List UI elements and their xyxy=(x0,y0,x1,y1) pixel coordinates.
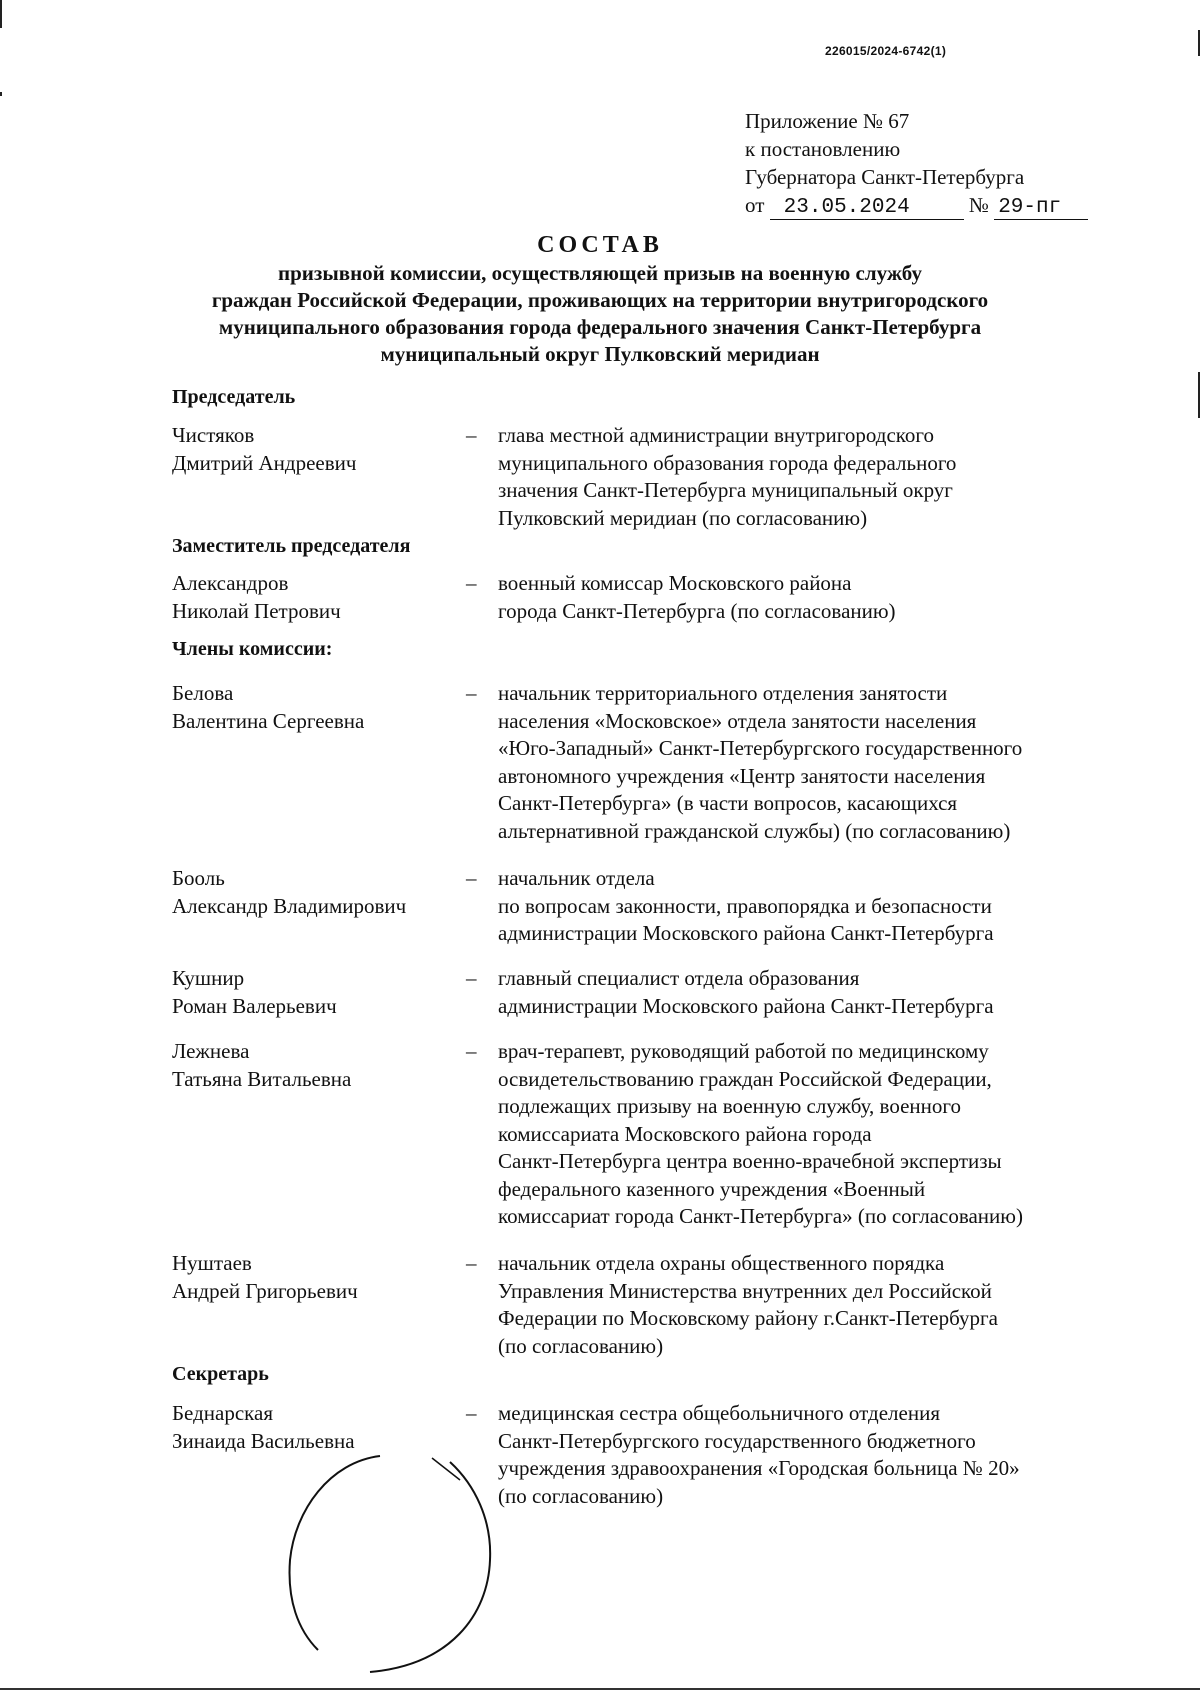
position-line: начальник территориального отделения занятости xyxy=(498,681,948,705)
document-subtitle xyxy=(100,260,1100,368)
given-names: Дмитрий Андреевич xyxy=(172,450,357,475)
given-names: Зинаида Васильевна xyxy=(172,1428,355,1453)
surname: Беднарская xyxy=(172,1401,274,1425)
member-position xyxy=(498,965,1138,1020)
number-sign: № xyxy=(968,193,989,217)
given-names: Николай Петрович xyxy=(172,598,341,623)
position-line: врач-терапевт, руководящий работой по медицинскому xyxy=(498,1039,989,1063)
position-line: начальник отдела охраны общественного порядка xyxy=(498,1251,945,1275)
position-line: администрации Московского района Санкт-Петербурга xyxy=(498,993,994,1018)
given-names: Александр Владимирович xyxy=(172,893,407,918)
given-names: Роман Валерьевич xyxy=(172,993,337,1018)
position-line: города Санкт-Петербурга (по согласованию) xyxy=(498,598,896,623)
section-heading-members: Члены комиссии: xyxy=(172,638,333,660)
position-line: (по согласованию) xyxy=(498,1483,664,1508)
position-line: Санкт-Петербурга» (в части вопросов, касающихся xyxy=(498,791,958,815)
position-line: населения «Московское» отдела занятости населения xyxy=(498,708,977,733)
section-heading-chairman: Председатель xyxy=(172,386,296,408)
position-line: военный комиссар Московского района xyxy=(498,571,852,595)
dash: – xyxy=(466,866,477,890)
date-number-line xyxy=(745,191,1088,220)
decree-number: 29-пг xyxy=(994,197,1088,220)
position-line: муниципального образования города федерального xyxy=(498,450,957,475)
subtitle-line: муниципальный округ Пулковский меридиан xyxy=(380,342,820,366)
dash: – xyxy=(466,571,477,595)
member-position xyxy=(498,865,1138,948)
position-line: федерального казенного учреждения «Военный xyxy=(498,1176,926,1201)
position-line: автономного учреждения «Центр занятости населения xyxy=(498,763,986,788)
document-title: СОСТАВ xyxy=(537,232,663,258)
member-position xyxy=(498,570,1138,625)
dash: – xyxy=(466,681,477,705)
dash: – xyxy=(466,1401,477,1425)
dash: – xyxy=(466,423,477,447)
appendix-line: Губернатора Санкт-Петербурга xyxy=(745,165,1025,189)
scan-bottom-line xyxy=(0,1688,1200,1690)
member-name xyxy=(172,570,341,625)
position-line: главный специалист отдела образования xyxy=(498,966,860,990)
position-line: медицинская сестра общебольничного отделения xyxy=(498,1401,940,1425)
member-name xyxy=(172,1250,358,1305)
surname: Нуштаев xyxy=(172,1251,252,1275)
member-position xyxy=(498,1250,1138,1360)
section-heading-secretary: Секретарь xyxy=(172,1363,269,1385)
scan-edge-left xyxy=(0,0,2,28)
position-line: администрации Московского района Санкт-Петербурга xyxy=(498,921,994,945)
member-name xyxy=(172,680,364,735)
subtitle-line: муниципального образования города федерального значения Санкт-Петербурга xyxy=(218,315,982,339)
subtitle-line: граждан Российской Федерации, проживающих на территории внутригородского xyxy=(211,288,989,312)
given-names: Татьяна Витальевна xyxy=(172,1066,352,1091)
member-position xyxy=(498,680,1138,845)
position-line: учреждения здравоохранения «Городская больница № 20» xyxy=(498,1456,1020,1480)
surname: Бооль xyxy=(172,866,225,890)
dash: – xyxy=(466,1039,477,1063)
position-line: освидетельствованию граждан Российской Федерации, xyxy=(498,1066,992,1091)
position-line: комиссариата Московского района города xyxy=(498,1121,872,1146)
member-position xyxy=(498,1038,1138,1231)
position-line: «Юго-Западный» Санкт-Петербургского государственного xyxy=(498,736,1023,760)
position-line: Санкт-Петербурга центра военно-врачебной экспертизы xyxy=(498,1149,1002,1173)
given-names: Валентина Сергеевна xyxy=(172,708,365,733)
given-names: Андрей Григорьевич xyxy=(172,1278,358,1303)
position-line: Управления Министерства внутренних дел Российской xyxy=(498,1278,992,1303)
subtitle-line: призывной комиссии, осуществляющей призыв на военную службу xyxy=(278,261,922,285)
surname: Белова xyxy=(172,681,234,705)
appendix-block xyxy=(745,107,1088,220)
position-line: подлежащих призыву на военную службу, военного xyxy=(498,1094,961,1118)
position-line: по вопросам законности, правопорядка и безопасности xyxy=(498,893,992,918)
position-line: Санкт-Петербургского государственного бюджетного xyxy=(498,1428,976,1453)
position-line: (по согласованию) xyxy=(498,1333,664,1358)
position-line: Федерации по Московскому району г.Санкт-Петербурга xyxy=(498,1306,998,1330)
member-name xyxy=(172,1038,351,1093)
member-position xyxy=(498,422,1138,532)
position-line: альтернативной гражданской службы) (по согласованию) xyxy=(498,818,1011,843)
date-prefix: от xyxy=(745,193,765,217)
document-number: 226015/2024-6742(1) xyxy=(825,44,947,58)
surname: Лежнева xyxy=(172,1039,250,1063)
surname: Чистяков xyxy=(172,423,255,447)
position-line: глава местной администрации внутригородского xyxy=(498,423,935,447)
member-name xyxy=(172,865,406,920)
surname: Александров xyxy=(172,571,289,595)
appendix-line: к постановлению xyxy=(745,137,901,161)
scan-edge-left-mark xyxy=(0,92,2,96)
decree-date: 23.05.2024 xyxy=(770,197,964,220)
dash: – xyxy=(466,1251,477,1275)
stamp-circle-mark xyxy=(260,1440,540,1680)
member-position xyxy=(498,1400,1138,1510)
position-line: начальник отдела xyxy=(498,866,655,890)
dash: – xyxy=(466,966,477,990)
member-name xyxy=(172,422,356,477)
member-name xyxy=(172,965,337,1020)
position-line: комиссариат города Санкт-Петербурга» (по согласованию) xyxy=(498,1204,1023,1228)
section-heading-vice-chairman: Заместитель председателя xyxy=(172,535,411,557)
appendix-line: Приложение № 67 xyxy=(745,109,910,133)
position-line: значения Санкт-Петербурга муниципальный округ xyxy=(498,478,953,502)
surname: Кушнир xyxy=(172,966,245,990)
position-line: Пулковский меридиан (по согласованию) xyxy=(498,505,868,530)
